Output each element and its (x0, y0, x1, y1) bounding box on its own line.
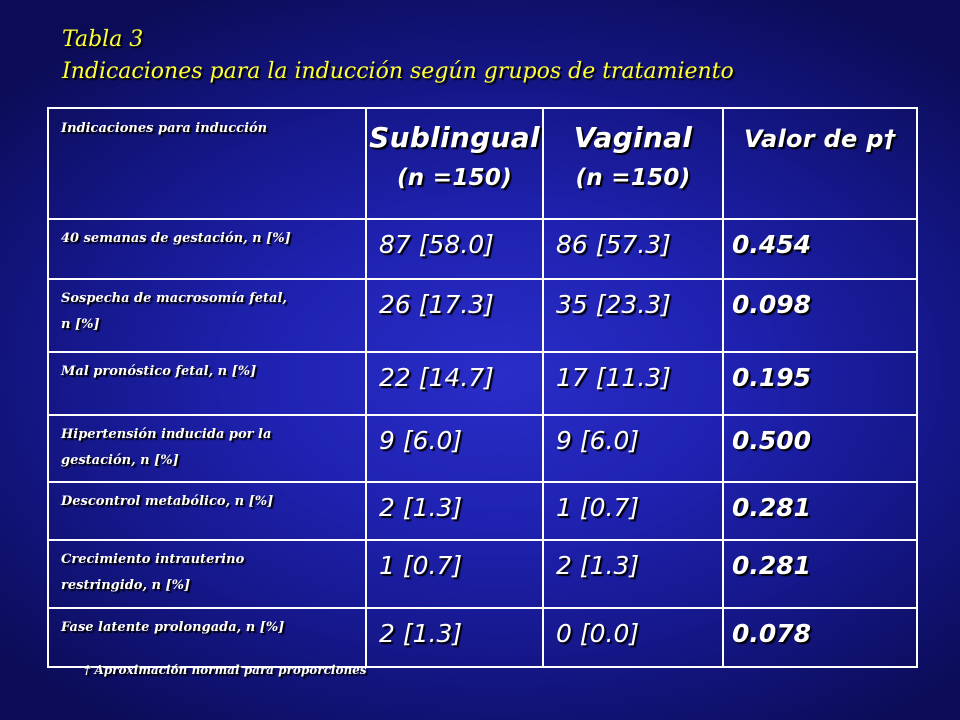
title-line-1: Tabla 3 (62, 27, 144, 52)
row-label-line: 40 semanas de gestación, n [%] (61, 231, 291, 246)
row-label-line: Hipertensión inducida por la (61, 427, 272, 442)
cell-sublingual: 26 [17.3] (366, 279, 543, 352)
row-label-line: Mal pronóstico fetal, n [%] (61, 364, 257, 379)
row-label-line: Fase latente prolongada, n [%] (61, 620, 285, 635)
cell-vaginal: 9 [6.0] (543, 415, 723, 482)
cell-sublingual: 22 [14.7] (366, 352, 543, 415)
row-label (48, 540, 366, 608)
row-label (48, 482, 366, 540)
row-label (48, 219, 366, 279)
header-vaginal-name: Vaginal (573, 121, 693, 154)
header-indications-label: Indicaciones para inducción (48, 108, 366, 219)
cell-vaginal: 35 [23.3] (543, 279, 723, 352)
row-label-line: Crecimiento intrauterino (61, 552, 245, 567)
row-label (48, 279, 366, 352)
cell-p-value: 0.098 (723, 279, 917, 352)
table-row (48, 540, 917, 608)
row-label-line: Sospecha de macrosomía fetal, (61, 291, 287, 306)
indications-table (47, 107, 918, 668)
row-label-line: Descontrol metabólico, n [%] (61, 494, 274, 509)
table-row (48, 279, 917, 352)
header-sublingual-name: Sublingual (369, 121, 540, 154)
table-row (48, 352, 917, 415)
cell-p-value: 0.281 (723, 482, 917, 540)
header-sublingual (366, 108, 543, 219)
cell-p-value: 0.195 (723, 352, 917, 415)
row-label (48, 608, 366, 667)
cell-p-value: 0.454 (723, 219, 917, 279)
cell-p-value: 0.281 (723, 540, 917, 608)
cell-sublingual: 9 [6.0] (366, 415, 543, 482)
cell-vaginal: 0 [0.0] (543, 608, 723, 667)
header-vaginal-n: (n =150) (575, 165, 691, 191)
row-label-line: restringido, n [%] (61, 578, 191, 593)
cell-vaginal: 1 [0.7] (543, 482, 723, 540)
header-sublingual-n: (n =150) (396, 165, 513, 191)
row-label (48, 415, 366, 482)
cell-p-value: 0.078 (723, 608, 917, 667)
header-p-value (723, 108, 917, 219)
cell-sublingual: 2 [1.3] (366, 608, 543, 667)
cell-sublingual: 87 [58.0] (366, 219, 543, 279)
table-row (48, 608, 917, 667)
title-line-2: Indicaciones para la inducción según grupos de tratamiento (62, 59, 734, 84)
slide-title (62, 24, 734, 88)
cell-vaginal: 86 [57.3] (543, 219, 723, 279)
row-label-line: gestación, n [%] (61, 453, 179, 468)
footnote: † Aproximación normal para proporciones (84, 663, 367, 677)
row-label-line: n [%] (61, 317, 100, 332)
table-header-row (48, 108, 917, 219)
header-vaginal (543, 108, 723, 219)
cell-sublingual: 1 [0.7] (366, 540, 543, 608)
header-p-value-name: Valor de p† (743, 125, 897, 153)
cell-p-value: 0.500 (723, 415, 917, 482)
table-row (48, 415, 917, 482)
row-label (48, 352, 366, 415)
table-row (48, 482, 917, 540)
table-row (48, 219, 917, 279)
cell-sublingual: 2 [1.3] (366, 482, 543, 540)
cell-vaginal: 2 [1.3] (543, 540, 723, 608)
cell-vaginal: 17 [11.3] (543, 352, 723, 415)
